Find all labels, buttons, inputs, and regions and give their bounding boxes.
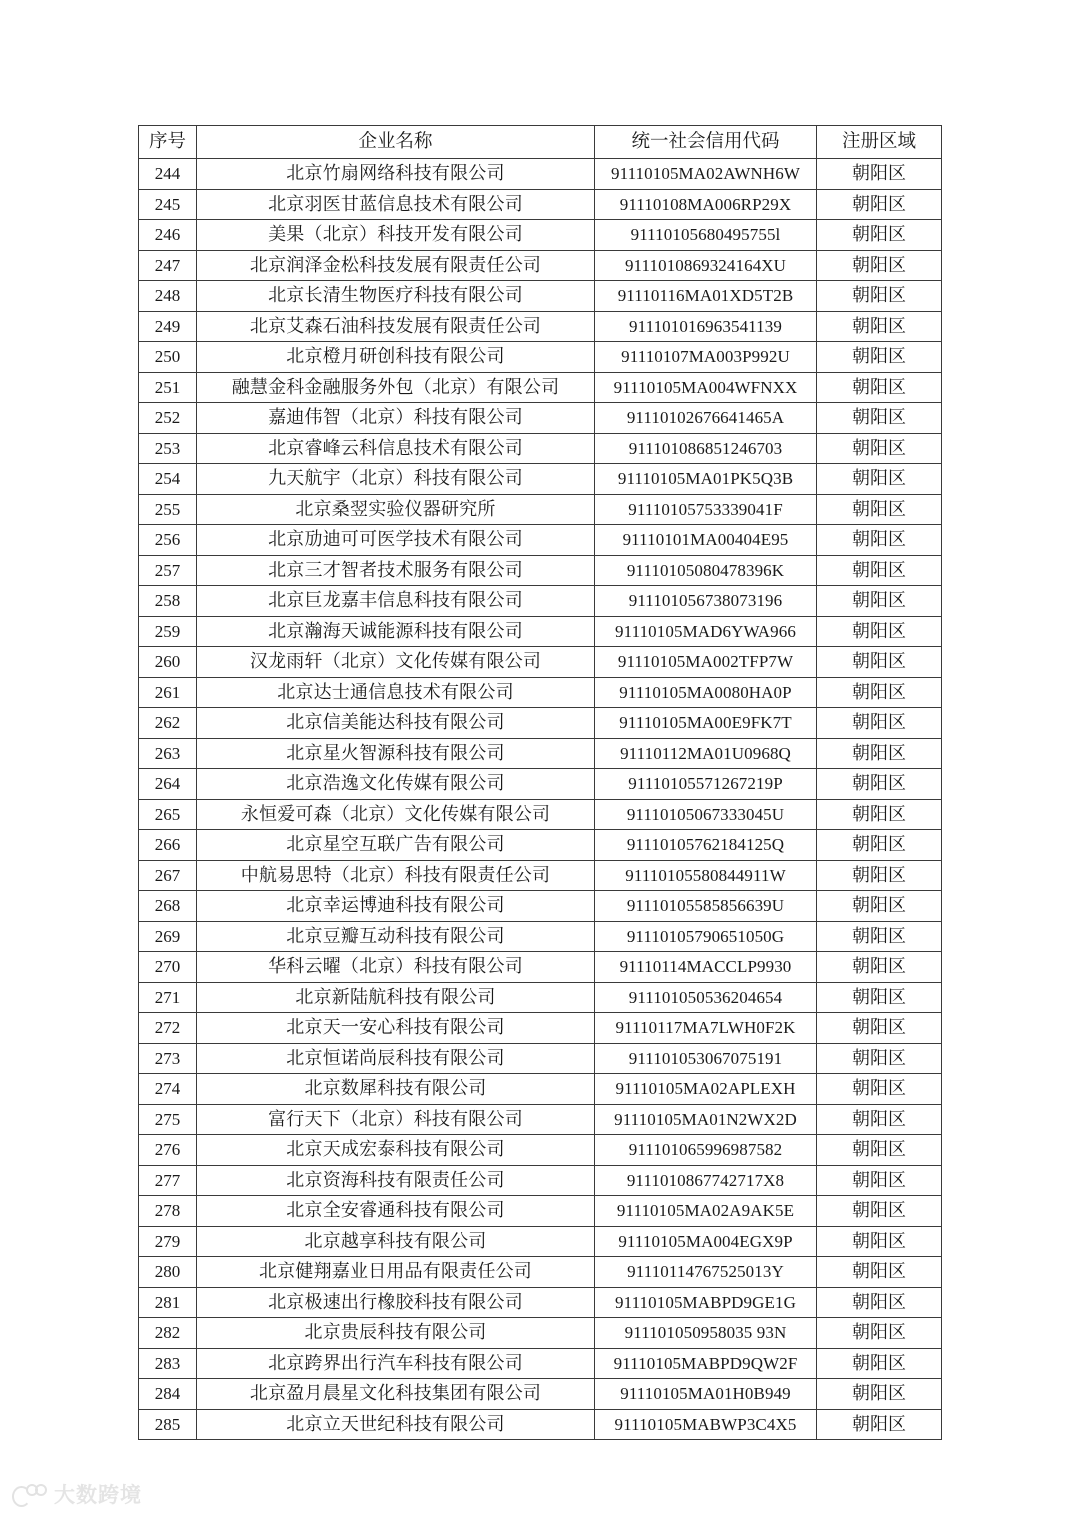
table-cell-index: 272 <box>139 1013 197 1044</box>
table-cell-region: 朝阳区 <box>817 372 942 403</box>
table-cell-company-name: 北京健翔嘉业日用品有限责任公司 <box>197 1257 595 1288</box>
table-cell-company-name: 北京天成宏泰科技有限公司 <box>197 1135 595 1166</box>
table-cell-index: 275 <box>139 1104 197 1135</box>
table-cell-region: 朝阳区 <box>817 525 942 556</box>
table-cell-index: 247 <box>139 250 197 281</box>
table-cell-region: 朝阳区 <box>817 464 942 495</box>
table-cell-credit-code: 911101050958035 93N <box>595 1318 817 1349</box>
table-cell-region: 朝阳区 <box>817 1165 942 1196</box>
table-cell-credit-code: 91110105MA00E9FK7T <box>595 708 817 739</box>
table-cell-company-name: 北京桑翌实验仪器研究所 <box>197 494 595 525</box>
table-cell-credit-code: 911101016963541139 <box>595 311 817 342</box>
table-cell-index: 278 <box>139 1196 197 1227</box>
table-cell-region: 朝阳区 <box>817 220 942 251</box>
table-cell-credit-code: 91110105580844911W <box>595 860 817 891</box>
table-cell-index: 284 <box>139 1379 197 1410</box>
table-cell-credit-code: 91110105MA0080HA0P <box>595 677 817 708</box>
table-row <box>139 189 942 220</box>
table-row <box>139 677 942 708</box>
table-cell-credit-code: 91110114767525013Y <box>595 1257 817 1288</box>
table-cell-company-name: 北京橙月研创科技有限公司 <box>197 342 595 373</box>
table-cell-region: 朝阳区 <box>817 1409 942 1440</box>
table-row <box>139 1226 942 1257</box>
table-cell-company-name: 北京跨界出行汽车科技有限公司 <box>197 1348 595 1379</box>
table-cell-company-name: 北京三才智者技术服务有限公司 <box>197 555 595 586</box>
table-cell-index: 267 <box>139 860 197 891</box>
table-cell-company-name: 北京竹扇网络科技有限公司 <box>197 159 595 190</box>
table-cell-company-name: 北京星空互联广告有限公司 <box>197 830 595 861</box>
column-header-region: 注册区域 <box>817 126 942 159</box>
table-cell-region: 朝阳区 <box>817 1379 942 1410</box>
table-cell-company-name: 永恒爱可森（北京）文化传媒有限公司 <box>197 799 595 830</box>
table-cell-credit-code: 91110105MA02APLEXH <box>595 1074 817 1105</box>
table-cell-company-name: 北京幸运博迪科技有限公司 <box>197 891 595 922</box>
table-row <box>139 433 942 464</box>
table-cell-company-name: 北京越享科技有限公司 <box>197 1226 595 1257</box>
table-row <box>139 830 942 861</box>
table-cell-region: 朝阳区 <box>817 1135 942 1166</box>
table-cell-region: 朝阳区 <box>817 1043 942 1074</box>
table-row <box>139 891 942 922</box>
table-cell-region: 朝阳区 <box>817 311 942 342</box>
table-cell-company-name: 汉龙雨轩（北京）文化传媒有限公司 <box>197 647 595 678</box>
table-row <box>139 769 942 800</box>
table-cell-index: 254 <box>139 464 197 495</box>
table-cell-company-name: 北京艾森石油科技发展有限责任公司 <box>197 311 595 342</box>
table-cell-credit-code: 91110101MA00404E95 <box>595 525 817 556</box>
table-cell-index: 264 <box>139 769 197 800</box>
table-cell-region: 朝阳区 <box>817 769 942 800</box>
table-row <box>139 372 942 403</box>
table-cell-index: 285 <box>139 1409 197 1440</box>
table-cell-index: 269 <box>139 921 197 952</box>
table-cell-credit-code: 9111010869324164XU <box>595 250 817 281</box>
table-cell-company-name: 北京天一安心科技有限公司 <box>197 1013 595 1044</box>
table-cell-index: 265 <box>139 799 197 830</box>
table-cell-company-name: 北京豆瓣互动科技有限公司 <box>197 921 595 952</box>
table-cell-index: 282 <box>139 1318 197 1349</box>
table-row <box>139 1074 942 1105</box>
table-cell-index: 273 <box>139 1043 197 1074</box>
table-row <box>139 525 942 556</box>
table-cell-credit-code: 91110105MA002TFP7W <box>595 647 817 678</box>
table-cell-region: 朝阳区 <box>817 342 942 373</box>
table-row <box>139 464 942 495</box>
table-cell-index: 271 <box>139 982 197 1013</box>
table-cell-credit-code: 91110105MA02A9AK5E <box>595 1196 817 1227</box>
table-cell-credit-code: 911101086851246703 <box>595 433 817 464</box>
table-cell-credit-code: 91110117MA7LWH0F2K <box>595 1013 817 1044</box>
table-row <box>139 982 942 1013</box>
table-cell-company-name: 北京恒诺尚辰科技有限公司 <box>197 1043 595 1074</box>
table-cell-index: 261 <box>139 677 197 708</box>
table-cell-index: 263 <box>139 738 197 769</box>
table-row <box>139 250 942 281</box>
table-cell-index: 255 <box>139 494 197 525</box>
table-cell-company-name: 华科云曜（北京）科技有限公司 <box>197 952 595 983</box>
table-cell-company-name: 北京信美能达科技有限公司 <box>197 708 595 739</box>
table-row <box>139 1287 942 1318</box>
table-cell-company-name: 北京劢迪可可医学技术有限公司 <box>197 525 595 556</box>
table-cell-index: 276 <box>139 1135 197 1166</box>
company-registry-table <box>138 125 942 1440</box>
table-cell-company-name: 北京巨龙嘉丰信息科技有限公司 <box>197 586 595 617</box>
table-cell-index: 251 <box>139 372 197 403</box>
table-cell-company-name: 北京全安睿通科技有限公司 <box>197 1196 595 1227</box>
table-cell-index: 249 <box>139 311 197 342</box>
table-header <box>139 126 942 159</box>
table-cell-region: 朝阳区 <box>817 647 942 678</box>
table-cell-index: 246 <box>139 220 197 251</box>
table-cell-index: 270 <box>139 952 197 983</box>
table-header-row <box>139 126 942 159</box>
table-cell-region: 朝阳区 <box>817 1074 942 1105</box>
table-cell-region: 朝阳区 <box>817 738 942 769</box>
table-cell-credit-code: 91110105MABWP3C4X5 <box>595 1409 817 1440</box>
table-cell-index: 257 <box>139 555 197 586</box>
table-cell-company-name: 北京数犀科技有限公司 <box>197 1074 595 1105</box>
table-cell-index: 252 <box>139 403 197 434</box>
table-cell-company-name: 北京睿峰云科信息技术有限公司 <box>197 433 595 464</box>
table-row <box>139 342 942 373</box>
table-cell-region: 朝阳区 <box>817 1287 942 1318</box>
table-cell-credit-code: 91110105MAD6YWA966 <box>595 616 817 647</box>
table-cell-region: 朝阳区 <box>817 616 942 647</box>
table-cell-index: 281 <box>139 1287 197 1318</box>
table-cell-index: 253 <box>139 433 197 464</box>
table-cell-credit-code: 91110102676641465A <box>595 403 817 434</box>
table-row <box>139 647 942 678</box>
table-cell-credit-code: 91110105571267219P <box>595 769 817 800</box>
table-cell-region: 朝阳区 <box>817 1348 942 1379</box>
table-row <box>139 1257 942 1288</box>
table-cell-company-name: 北京浩逸文化传媒有限公司 <box>197 769 595 800</box>
table-row <box>139 799 942 830</box>
table-cell-region: 朝阳区 <box>817 921 942 952</box>
table-cell-index: 250 <box>139 342 197 373</box>
table-cell-index: 245 <box>139 189 197 220</box>
table-cell-credit-code: 91110105MABPD9GE1G <box>595 1287 817 1318</box>
table-cell-company-name: 九天航宇（北京）科技有限公司 <box>197 464 595 495</box>
table-cell-credit-code: 911101056738073196 <box>595 586 817 617</box>
table-cell-region: 朝阳区 <box>817 555 942 586</box>
table-cell-credit-code: 911101053067075191 <box>595 1043 817 1074</box>
table-row <box>139 555 942 586</box>
table-row <box>139 1013 942 1044</box>
table-row <box>139 1135 942 1166</box>
table-cell-company-name: 北京极速出行橡胶科技有限公司 <box>197 1287 595 1318</box>
table-cell-company-name: 北京新陆航科技有限公司 <box>197 982 595 1013</box>
table-cell-region: 朝阳区 <box>817 250 942 281</box>
table-row <box>139 952 942 983</box>
table-cell-company-name: 嘉迪伟智（北京）科技有限公司 <box>197 403 595 434</box>
table-cell-company-name: 北京星火智源科技有限公司 <box>197 738 595 769</box>
table-cell-region: 朝阳区 <box>817 860 942 891</box>
table-body <box>139 159 942 1440</box>
table-cell-region: 朝阳区 <box>817 830 942 861</box>
table-cell-region: 朝阳区 <box>817 189 942 220</box>
table-cell-company-name: 美果（北京）科技开发有限公司 <box>197 220 595 251</box>
table-cell-credit-code: 91110116MA01XD5T2B <box>595 281 817 312</box>
table-cell-index: 244 <box>139 159 197 190</box>
table-row <box>139 281 942 312</box>
table-cell-region: 朝阳区 <box>817 403 942 434</box>
table-cell-credit-code: 91110105MA004WFNXX <box>595 372 817 403</box>
table-cell-region: 朝阳区 <box>817 677 942 708</box>
table-row <box>139 1165 942 1196</box>
table-cell-region: 朝阳区 <box>817 952 942 983</box>
table-cell-region: 朝阳区 <box>817 586 942 617</box>
table-row <box>139 1318 942 1349</box>
table-row <box>139 220 942 251</box>
table-cell-index: 277 <box>139 1165 197 1196</box>
table-row <box>139 921 942 952</box>
table-row <box>139 616 942 647</box>
table-cell-company-name: 北京盈月晨星文化科技集团有限公司 <box>197 1379 595 1410</box>
table-cell-region: 朝阳区 <box>817 1196 942 1227</box>
table-cell-region: 朝阳区 <box>817 891 942 922</box>
table-row <box>139 1379 942 1410</box>
column-header-name: 企业名称 <box>197 126 595 159</box>
table-cell-credit-code: 91110105762184125Q <box>595 830 817 861</box>
table-row <box>139 159 942 190</box>
watermark-label: 大数跨境 <box>54 1483 142 1507</box>
table-cell-region: 朝阳区 <box>817 1226 942 1257</box>
table-cell-credit-code: 91110107MA003P992U <box>595 342 817 373</box>
table-cell-region: 朝阳区 <box>817 159 942 190</box>
table-cell-index: 268 <box>139 891 197 922</box>
table-row <box>139 1409 942 1440</box>
table-cell-index: 266 <box>139 830 197 861</box>
table-cell-company-name: 北京润泽金松科技发展有限责任公司 <box>197 250 595 281</box>
table-row <box>139 738 942 769</box>
table-cell-credit-code: 91110105585856639U <box>595 891 817 922</box>
dashuakuajing-logo-icon <box>12 1484 46 1506</box>
table-cell-company-name: 北京资海科技有限责任公司 <box>197 1165 595 1196</box>
table-cell-region: 朝阳区 <box>817 1318 942 1349</box>
table-cell-region: 朝阳区 <box>817 1104 942 1135</box>
table-row <box>139 586 942 617</box>
table-cell-company-name: 富行天下（北京）科技有限公司 <box>197 1104 595 1135</box>
table-cell-credit-code: 91110105067333045U <box>595 799 817 830</box>
table-row <box>139 1043 942 1074</box>
table-cell-company-name: 北京长清生物医疗科技有限公司 <box>197 281 595 312</box>
table-cell-region: 朝阳区 <box>817 1013 942 1044</box>
column-header-code: 统一社会信用代码 <box>595 126 817 159</box>
table-cell-index: 256 <box>139 525 197 556</box>
table-row <box>139 494 942 525</box>
table-cell-company-name: 北京立天世纪科技有限公司 <box>197 1409 595 1440</box>
table-cell-company-name: 北京羽医甘蓝信息技术有限公司 <box>197 189 595 220</box>
table-cell-region: 朝阳区 <box>817 708 942 739</box>
table-cell-credit-code: 911101065996987582 <box>595 1135 817 1166</box>
table-cell-region: 朝阳区 <box>817 494 942 525</box>
table-cell-credit-code: 91110105MA01PK5Q3B <box>595 464 817 495</box>
table-cell-index: 280 <box>139 1257 197 1288</box>
table-cell-company-name: 北京达士通信息技术有限公司 <box>197 677 595 708</box>
table-cell-region: 朝阳区 <box>817 281 942 312</box>
table-cell-credit-code: 91110105753339041F <box>595 494 817 525</box>
table-cell-credit-code: 91110114MACCLP9930 <box>595 952 817 983</box>
table-cell-credit-code: 91110105080478396K <box>595 555 817 586</box>
table-cell-company-name: 北京贵辰科技有限公司 <box>197 1318 595 1349</box>
table-cell-index: 248 <box>139 281 197 312</box>
table-cell-credit-code: 91110105MABPD9QW2F <box>595 1348 817 1379</box>
table-row <box>139 1196 942 1227</box>
watermark <box>12 1484 142 1506</box>
table-cell-index: 283 <box>139 1348 197 1379</box>
table-cell-company-name: 中航易思特（北京）科技有限责任公司 <box>197 860 595 891</box>
table-cell-credit-code: 91110105MA01H0B949 <box>595 1379 817 1410</box>
table-cell-index: 274 <box>139 1074 197 1105</box>
table-cell-credit-code: 91110108MA006RP29X <box>595 189 817 220</box>
table-row <box>139 403 942 434</box>
table-cell-region: 朝阳区 <box>817 799 942 830</box>
table-cell-region: 朝阳区 <box>817 982 942 1013</box>
table-row <box>139 708 942 739</box>
table-cell-credit-code: 91110105MA01N2WX2D <box>595 1104 817 1135</box>
table-row <box>139 1104 942 1135</box>
table-cell-credit-code: 91110105MA02AWNH6W <box>595 159 817 190</box>
table-cell-credit-code: 91110105790651050G <box>595 921 817 952</box>
table-row <box>139 1348 942 1379</box>
table-cell-index: 258 <box>139 586 197 617</box>
table-row <box>139 860 942 891</box>
table-cell-credit-code: 91110105MA004EGX9P <box>595 1226 817 1257</box>
table-cell-index: 259 <box>139 616 197 647</box>
table-cell-region: 朝阳区 <box>817 433 942 464</box>
table-cell-credit-code: 91110112MA01U0968Q <box>595 738 817 769</box>
table-cell-index: 262 <box>139 708 197 739</box>
table-cell-company-name: 北京瀚海天诚能源科技有限公司 <box>197 616 595 647</box>
table-cell-credit-code: 9111010867742717X8 <box>595 1165 817 1196</box>
table-cell-region: 朝阳区 <box>817 1257 942 1288</box>
table-cell-index: 260 <box>139 647 197 678</box>
table-cell-company-name: 融慧金科金融服务外包（北京）有限公司 <box>197 372 595 403</box>
table-cell-credit-code: 91110105680495755l <box>595 220 817 251</box>
table-cell-credit-code: 911101050536204654 <box>595 982 817 1013</box>
table-row <box>139 311 942 342</box>
table-cell-index: 279 <box>139 1226 197 1257</box>
column-header-index: 序号 <box>139 126 197 159</box>
